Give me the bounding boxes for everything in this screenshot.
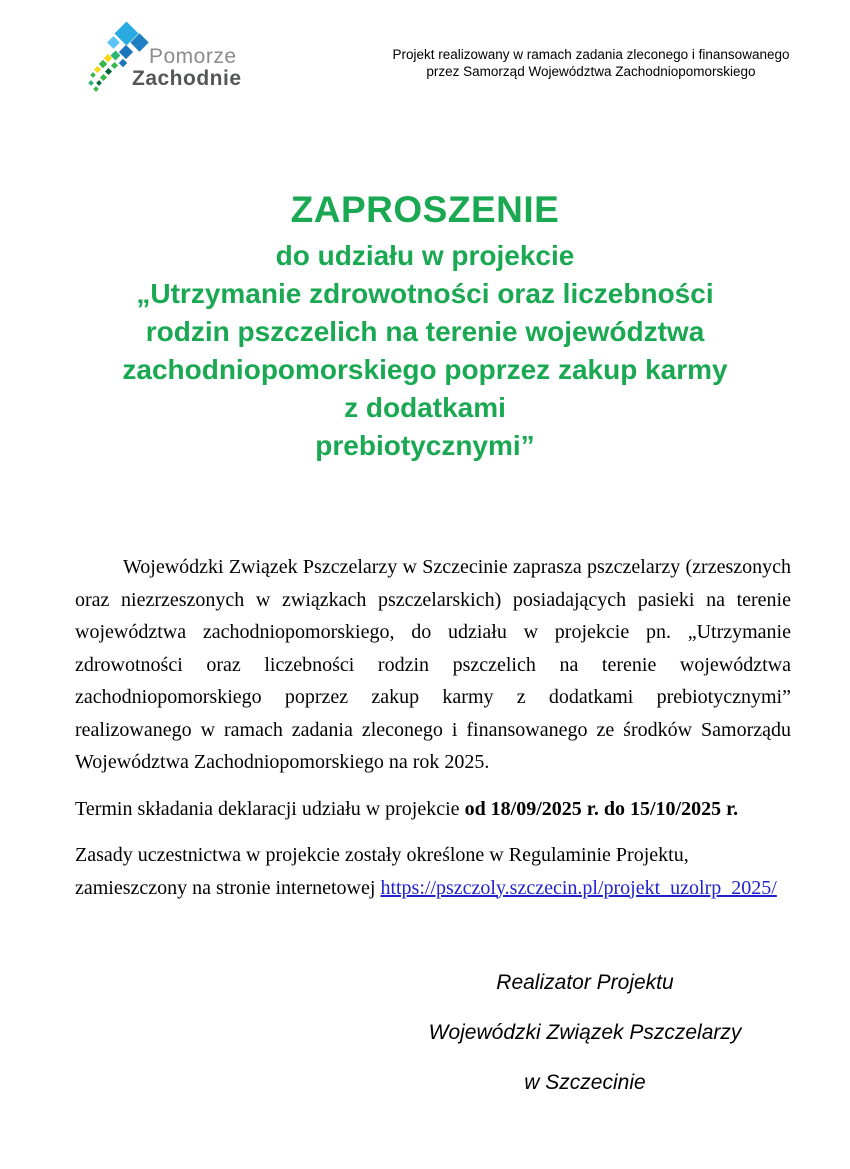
project-regulations-link[interactable]: https://pszczoly.szczecin.pl/projekt_uzolrp_2025/ [380,876,777,899]
subtitle-line-5: z dodatkami [344,392,506,423]
subtitle-line-2: „Utrzymanie zdrowotności oraz liczebności [136,278,714,309]
subtitle-line-3: rodzin pszczelich na terenie województwa [145,316,705,347]
signature-organization: Wojewódzki Związek Pszczelarzy [428,1021,742,1044]
subtitle-line-4: zachodniopomorskiego poprzez zakup karmy [122,354,728,385]
page-subtitle [0,237,850,465]
logo-word-zachodnie: Zachodnie [132,67,242,90]
funding-note-line-2: przez Samorząd Województwa Zachodniopomorskiego [426,63,756,79]
intro-paragraph: Wojewódzki Związek Pszczelarzy w Szczecinie zaprasza pszczelarzy (zrzeszonych oraz niezrzeszonych w związkach pszczelarskich) posiadających pasieki na terenie województwa zachodniopomorskiego, do udziału w projekcie pn. „Utrzymanie zdrowotności oraz liczebności rodzin pszczelich na terenie województwa zachodniopomorskiego poprzez zakup karmy z dodatkami prebiotycznymi” realizowanego w ramach zadania zleconego i finansowanego ze środków Samorządu Województwa Zachodniopomorskiego na rok 2025. [75,556,791,773]
deadline-paragraph [75,793,791,826]
pomorze-zachodnie-logo [88,24,348,102]
deadline-text: Termin składania deklaracji udziału w projekcie [75,797,465,820]
funding-note-line-1: Projekt realizowany w ramach zadania zleconego i finansowanego [392,47,790,62]
body-text [75,551,791,918]
deadline-dates: od 18/09/2025 r. do 15/10/2025 r. [464,797,739,820]
invitation-title-block [0,188,850,465]
subtitle-line-1: do udziału w projekcie [275,240,575,271]
logo-word-pomorze: Pomorze [149,45,237,68]
rules-paragraph [75,839,791,904]
subtitle-line-6: prebiotycznymi” [315,430,535,461]
signature-city: w Szczecinie [524,1071,646,1094]
page-title: ZAPROSZENIE [290,189,560,230]
signature-block [350,972,820,1122]
project-funding-note [345,47,837,80]
logo-wordmark [132,46,242,90]
rules-text: Zasady uczestnictwa w projekcie zostały określone w Regulaminie Projektu, zamieszczony na stronie internetowej [75,844,689,899]
signature-role: Realizator Projektu [496,971,674,994]
